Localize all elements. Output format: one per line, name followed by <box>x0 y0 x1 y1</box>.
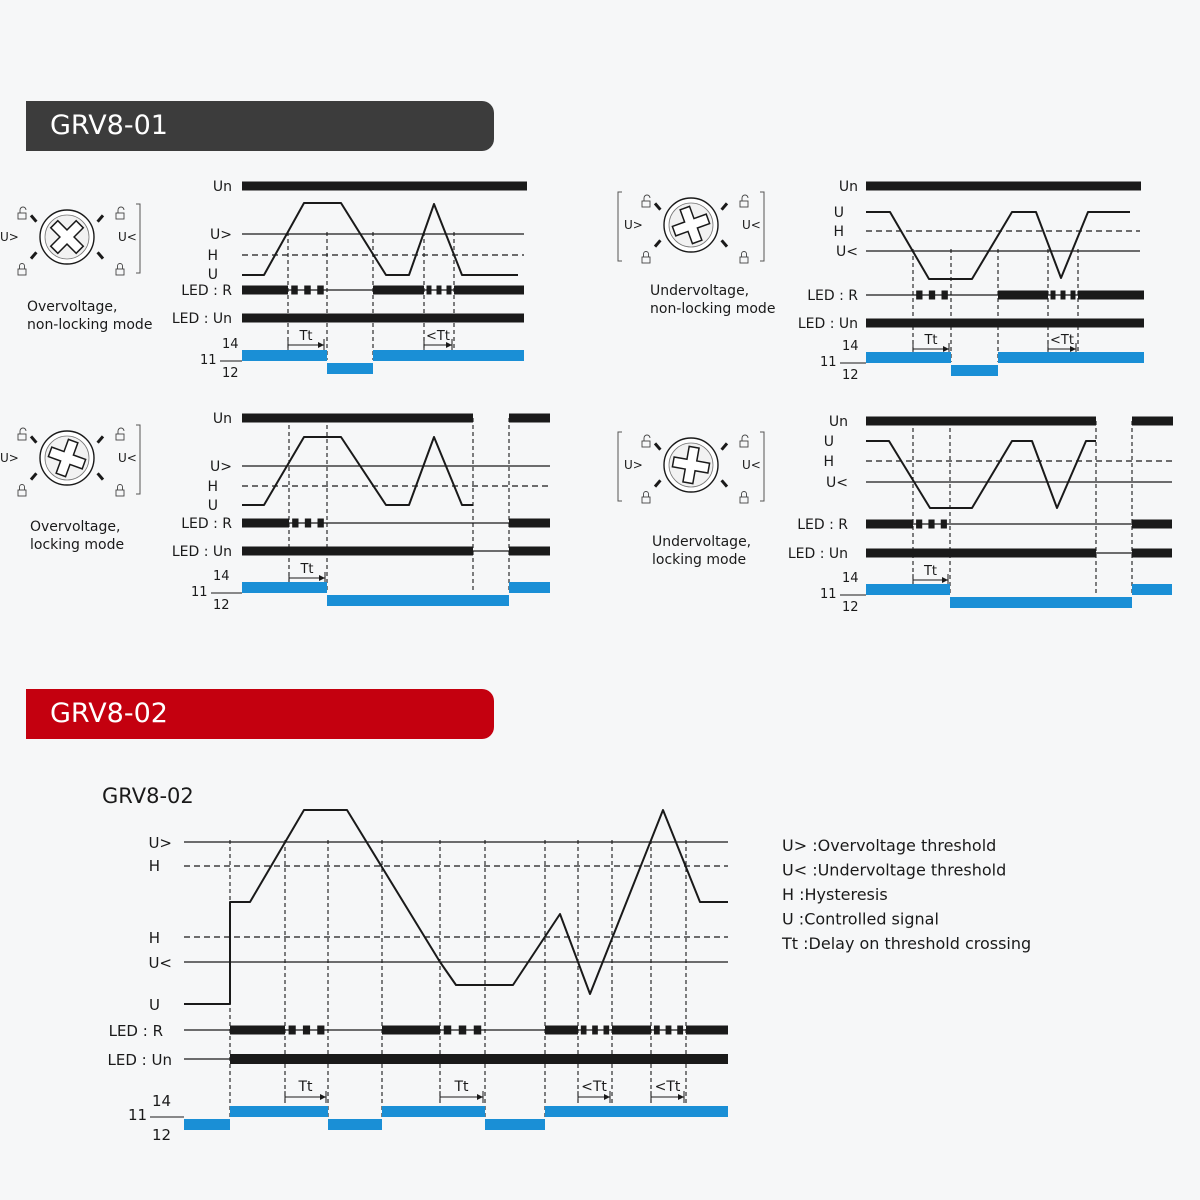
led-r-state-blink-2-2 <box>317 1026 324 1035</box>
legend-entry: H :Hysteresis <box>782 885 888 904</box>
lock-icon <box>642 492 650 504</box>
contact-label-11: 11 <box>191 585 208 600</box>
led-r-state-blink-2-1 <box>303 1026 310 1035</box>
lock-shackle <box>742 492 747 498</box>
led-r-state-blink-4-0 <box>427 286 432 295</box>
dial-tick <box>98 436 103 442</box>
contact-label-12: 12 <box>842 368 859 383</box>
row-label-hysteresis-lower: H <box>148 929 160 947</box>
delay-label-1: <Tt <box>1050 333 1074 348</box>
dial-tick <box>655 443 660 449</box>
supply-bar-0 <box>242 182 527 191</box>
row-label-under-threshold: U< <box>826 475 848 491</box>
controlled-signal-waveform <box>866 441 1096 508</box>
lock-body <box>740 441 748 447</box>
led-r-state-blink-4-2 <box>447 286 452 295</box>
lock-icon <box>116 485 124 497</box>
timing-panel-grv8-02 <box>102 784 1031 1144</box>
relay-contact-state-hi-2 <box>1132 584 1172 595</box>
relay-contact-state-hi-2 <box>373 350 524 361</box>
led-r-state-blink-4-1 <box>1061 291 1066 300</box>
timing-panel-uv-lock <box>618 414 1173 615</box>
row-label-over-threshold: U> <box>210 227 232 243</box>
led-r-state-blink-1-1 <box>305 519 311 528</box>
mode-caption-line-2: non-locking mode <box>27 317 153 333</box>
legend-entry: U> :Overvoltage threshold <box>782 836 997 855</box>
supply-bar-0 <box>866 417 1096 426</box>
lock-shackle <box>20 485 25 491</box>
dial-tick <box>722 443 727 449</box>
row-label-un: Un <box>838 179 858 195</box>
relay-contact-state-lo-2 <box>328 1119 382 1130</box>
relay-contact-state-hi-3 <box>382 1106 485 1117</box>
dial-tick <box>98 473 103 479</box>
controlled-signal-waveform <box>184 810 728 1004</box>
dial-label-undervoltage: U< <box>118 230 137 244</box>
delay-span-0-head <box>318 342 324 348</box>
lock-body <box>116 269 124 275</box>
row-label-led-un: LED : Un <box>787 546 848 562</box>
timing-panel-uv-nonlock <box>618 179 1144 383</box>
mode-dial-icon <box>0 204 140 275</box>
relay-contact-state-hi-1 <box>230 1106 328 1117</box>
dial-tick <box>722 203 727 209</box>
unlock-icon <box>642 435 650 447</box>
led-r-state-blink-1-1 <box>928 520 934 529</box>
row-label-hysteresis: H <box>833 224 844 240</box>
lock-shackle <box>742 195 748 201</box>
led-un-on-2 <box>1132 549 1172 558</box>
mode-caption-line-1: Undervoltage, <box>650 283 750 299</box>
led-r-state-blink-1-2 <box>318 519 324 528</box>
lock-body <box>740 201 748 207</box>
led-un-on-0 <box>242 314 524 323</box>
lock-shackle <box>118 485 123 491</box>
led-r-state-solid-3 <box>1132 520 1172 529</box>
lock-shackle <box>644 435 650 441</box>
lock-icon <box>18 485 26 497</box>
led-r-state-solid-1 <box>230 1026 285 1035</box>
lock-body <box>642 257 650 263</box>
lock-icon <box>642 252 650 264</box>
row-label-signal: U <box>207 267 218 283</box>
row-label-un: Un <box>212 411 232 427</box>
row-label-led-un: LED : Un <box>107 1051 172 1069</box>
lock-body <box>116 490 124 496</box>
led-r-state-blink-10-1 <box>666 1026 672 1035</box>
lock-shackle <box>644 252 649 258</box>
lock-shackle <box>118 207 124 213</box>
unlock-icon <box>642 195 650 207</box>
contact-label-11: 11 <box>820 587 837 602</box>
dial-tick <box>722 480 727 486</box>
row-label-hysteresis: H <box>823 454 834 470</box>
delay-span-0-head <box>319 575 325 581</box>
row-label-under-threshold: U< <box>836 244 858 260</box>
lock-shackle <box>20 207 26 213</box>
lock-shackle <box>742 435 748 441</box>
section-banner-grv8-01: GRV8-01 <box>26 101 494 151</box>
lock-shackle <box>644 492 649 498</box>
dial-tick <box>31 252 36 258</box>
led-r-state-blink-1-1 <box>929 291 935 300</box>
contact-label-14: 14 <box>152 1092 172 1110</box>
mode-caption-line-2: non-locking mode <box>650 301 776 317</box>
led-r-state-solid-4 <box>382 1026 440 1035</box>
led-r-state-blink-8-0 <box>581 1026 587 1035</box>
unlock-icon <box>116 428 124 440</box>
contact-label-11: 11 <box>820 355 837 370</box>
led-r-state-blink-5-0 <box>444 1026 452 1035</box>
delay-span-0-head <box>320 1094 326 1100</box>
delay-span-1-head <box>477 1094 483 1100</box>
contact-label-14: 14 <box>842 571 859 586</box>
contact-label-14: 14 <box>842 339 859 354</box>
led-un-on-2 <box>509 547 550 556</box>
row-label-signal: U <box>207 498 218 514</box>
section-banner-grv8-02: GRV8-02 <box>26 689 494 739</box>
led-un-on-0 <box>866 319 1144 328</box>
lock-body <box>18 213 26 219</box>
led-r-state-blink-1-1 <box>304 286 311 295</box>
delay-span-0-head <box>942 577 948 583</box>
row-label-un: Un <box>828 414 848 430</box>
relay-contact-state-lo-4 <box>485 1119 545 1130</box>
relay-contact-state-hi-5 <box>545 1106 728 1117</box>
led-r-state-blink-4-2 <box>1071 291 1076 300</box>
dial-bracket-left <box>618 192 622 261</box>
row-label-led-r: LED : R <box>181 283 232 299</box>
relay-contact-state-lo-1 <box>327 595 509 606</box>
controlled-signal-waveform <box>866 212 1130 279</box>
mode-dial-icon <box>618 432 764 503</box>
unlock-icon <box>116 207 124 219</box>
relay-contact-state-lo-1 <box>951 365 998 376</box>
row-label-signal: U <box>823 434 834 450</box>
dial-label-undervoltage: U< <box>118 451 137 465</box>
lock-shackle <box>118 264 123 270</box>
dial-tick <box>722 240 727 246</box>
led-r-state-blink-1-2 <box>317 286 324 295</box>
led-r-state-blink-1-2 <box>941 520 947 529</box>
row-label-signal: U <box>833 205 844 221</box>
lock-body <box>642 441 650 447</box>
lock-body <box>740 497 748 503</box>
relay-contact-state-hi-0 <box>242 582 327 593</box>
mode-dial-icon <box>618 192 764 263</box>
mode-caption-line-1: Overvoltage, <box>30 519 121 535</box>
contact-label-12: 12 <box>222 366 239 381</box>
dial-tick <box>31 436 36 442</box>
dial-tick <box>98 252 103 258</box>
led-r-state-blink-2-0 <box>289 1026 296 1035</box>
led-r-state-solid-3 <box>509 519 550 528</box>
mode-caption-line-2: locking mode <box>652 552 747 568</box>
contact-label-14: 14 <box>222 337 239 352</box>
led-r-state-blink-4-0 <box>1051 291 1056 300</box>
row-label-led-un: LED : Un <box>797 316 858 332</box>
dial-tick <box>98 215 103 221</box>
unlock-icon <box>740 435 748 447</box>
controlled-signal-waveform <box>242 203 518 275</box>
relay-contact-state-hi-0 <box>242 350 327 361</box>
led-un-on-0 <box>242 547 473 556</box>
delay-label-0: Tt <box>298 1079 313 1095</box>
lock-body <box>116 213 124 219</box>
legend-entry: U :Controlled signal <box>782 909 939 929</box>
mode-caption-line-1: Undervoltage, <box>652 534 752 550</box>
relay-contact-state-hi-0 <box>866 584 950 595</box>
relay-contact-state-hi-2 <box>998 352 1144 363</box>
unlock-icon <box>18 428 26 440</box>
lock-shackle <box>644 195 650 201</box>
lock-body <box>18 434 26 440</box>
led-r-state-solid-9 <box>612 1026 651 1035</box>
delay-label-2: <Tt <box>581 1079 607 1095</box>
delay-label-0: Tt <box>299 329 313 344</box>
led-r-state-blink-1-0 <box>292 519 298 528</box>
supply-bar-1 <box>509 414 550 423</box>
delay-span-0-head <box>943 346 949 352</box>
led-r-state-blink-5-2 <box>474 1026 482 1035</box>
supply-bar-0 <box>242 414 473 423</box>
row-label-signal: U <box>149 996 160 1014</box>
relay-contact-state-hi-0 <box>866 352 951 363</box>
row-label-led-r: LED : R <box>797 517 848 533</box>
row-label-over-threshold: U> <box>148 834 172 852</box>
delay-label-0: Tt <box>924 333 938 348</box>
led-r-state-blink-4-1 <box>437 286 442 295</box>
lock-shackle <box>20 264 25 270</box>
relay-contact-state-lo-1 <box>327 363 373 374</box>
led-r-state-solid-3 <box>998 291 1048 300</box>
relay-contact-state-lo-1 <box>950 597 1132 608</box>
delay-label-1: Tt <box>454 1079 469 1095</box>
contact-label-11: 11 <box>128 1106 148 1124</box>
lock-shackle <box>742 252 747 258</box>
row-label-led-un: LED : Un <box>171 544 232 560</box>
row-label-led-un: LED : Un <box>171 311 232 327</box>
dial-label-overvoltage: U> <box>624 458 643 472</box>
led-r-state-blink-8-2 <box>604 1026 610 1035</box>
unlock-icon <box>740 195 748 207</box>
row-label-un: Un <box>212 179 232 195</box>
legend-entry: U< :Undervoltage threshold <box>782 860 1007 880</box>
led-r-state-solid-7 <box>545 1026 578 1035</box>
row-label-led-r: LED : R <box>807 288 858 304</box>
dial-label-undervoltage: U< <box>742 218 761 232</box>
led-r-state-solid-5 <box>454 286 524 295</box>
contact-label-11: 11 <box>200 353 217 368</box>
mode-dial-icon <box>0 425 140 496</box>
led-un-on-0 <box>866 549 1096 558</box>
led-un-on <box>230 1054 728 1064</box>
contact-label-12: 12 <box>842 600 859 615</box>
delay-label-1: <Tt <box>426 329 450 344</box>
row-label-led-r: LED : R <box>108 1022 163 1040</box>
lock-body <box>18 269 26 275</box>
dial-tick <box>655 480 660 486</box>
lock-icon <box>740 252 748 264</box>
contact-label-14: 14 <box>213 569 230 584</box>
legend-entry: Tt :Delay on threshold crossing <box>782 934 1032 953</box>
controlled-signal-waveform <box>242 437 473 505</box>
dial-label-overvoltage: U> <box>624 218 643 232</box>
dial-tick <box>655 203 660 209</box>
led-r-state-blink-1-0 <box>916 291 922 300</box>
row-label-hysteresis: H <box>207 479 218 495</box>
led-r-state-blink-10-2 <box>677 1026 683 1035</box>
row-label-under-threshold: U< <box>148 954 172 972</box>
delay-label-0: Tt <box>923 564 938 579</box>
contact-label-12: 12 <box>152 1126 172 1144</box>
lock-body <box>116 434 124 440</box>
led-r-state-blink-1-0 <box>291 286 298 295</box>
led-r-state-blink-1-0 <box>916 520 922 529</box>
led-r-state-blink-1-2 <box>942 291 948 300</box>
delay-label-0: Tt <box>300 562 314 577</box>
row-label-hysteresis-upper: H <box>148 857 160 875</box>
dial-bracket-left <box>618 432 622 501</box>
mode-caption-line-2: locking mode <box>30 537 125 553</box>
lock-body <box>642 201 650 207</box>
lock-icon <box>18 264 26 276</box>
relay-contact-state-hi-2 <box>509 582 550 593</box>
unlock-icon <box>18 207 26 219</box>
lock-body <box>740 257 748 263</box>
lock-icon <box>740 492 748 504</box>
led-r-state-solid-3 <box>373 286 424 295</box>
row-label-led-r: LED : R <box>181 516 232 532</box>
lock-body <box>642 497 650 503</box>
led-r-state-solid-0 <box>866 520 913 529</box>
delay-label-3: <Tt <box>654 1079 681 1095</box>
lock-shackle <box>118 428 124 434</box>
led-r-state-blink-10-0 <box>654 1026 660 1035</box>
dial-label-overvoltage: U> <box>0 451 19 465</box>
dial-tick <box>31 473 36 479</box>
led-r-state-solid-5 <box>1078 291 1144 300</box>
supply-bar-0 <box>866 182 1141 191</box>
led-r-state-solid-0 <box>242 519 289 528</box>
dial-label-undervoltage: U< <box>742 458 761 472</box>
row-label-over-threshold: U> <box>210 459 232 475</box>
dial-tick <box>31 215 36 221</box>
led-r-state-solid-11 <box>686 1026 728 1035</box>
diagram-title: GRV8-02 <box>102 784 194 808</box>
timing-panel-ov-nonlock <box>0 179 527 381</box>
timing-panel-ov-lock <box>0 411 550 613</box>
row-label-hysteresis: H <box>207 248 218 264</box>
mode-caption-line-1: Overvoltage, <box>27 299 118 315</box>
led-r-state-solid-0 <box>242 286 288 295</box>
contact-label-12: 12 <box>213 598 230 613</box>
dial-label-overvoltage: U> <box>0 230 19 244</box>
lock-body <box>18 490 26 496</box>
lock-shackle <box>20 428 26 434</box>
led-r-state-blink-8-1 <box>592 1026 598 1035</box>
led-r-state-blink-5-1 <box>459 1026 467 1035</box>
lock-icon <box>116 264 124 276</box>
dial-tick <box>655 240 660 246</box>
relay-contact-state-lo-0 <box>184 1119 230 1130</box>
supply-bar-1 <box>1132 417 1173 426</box>
